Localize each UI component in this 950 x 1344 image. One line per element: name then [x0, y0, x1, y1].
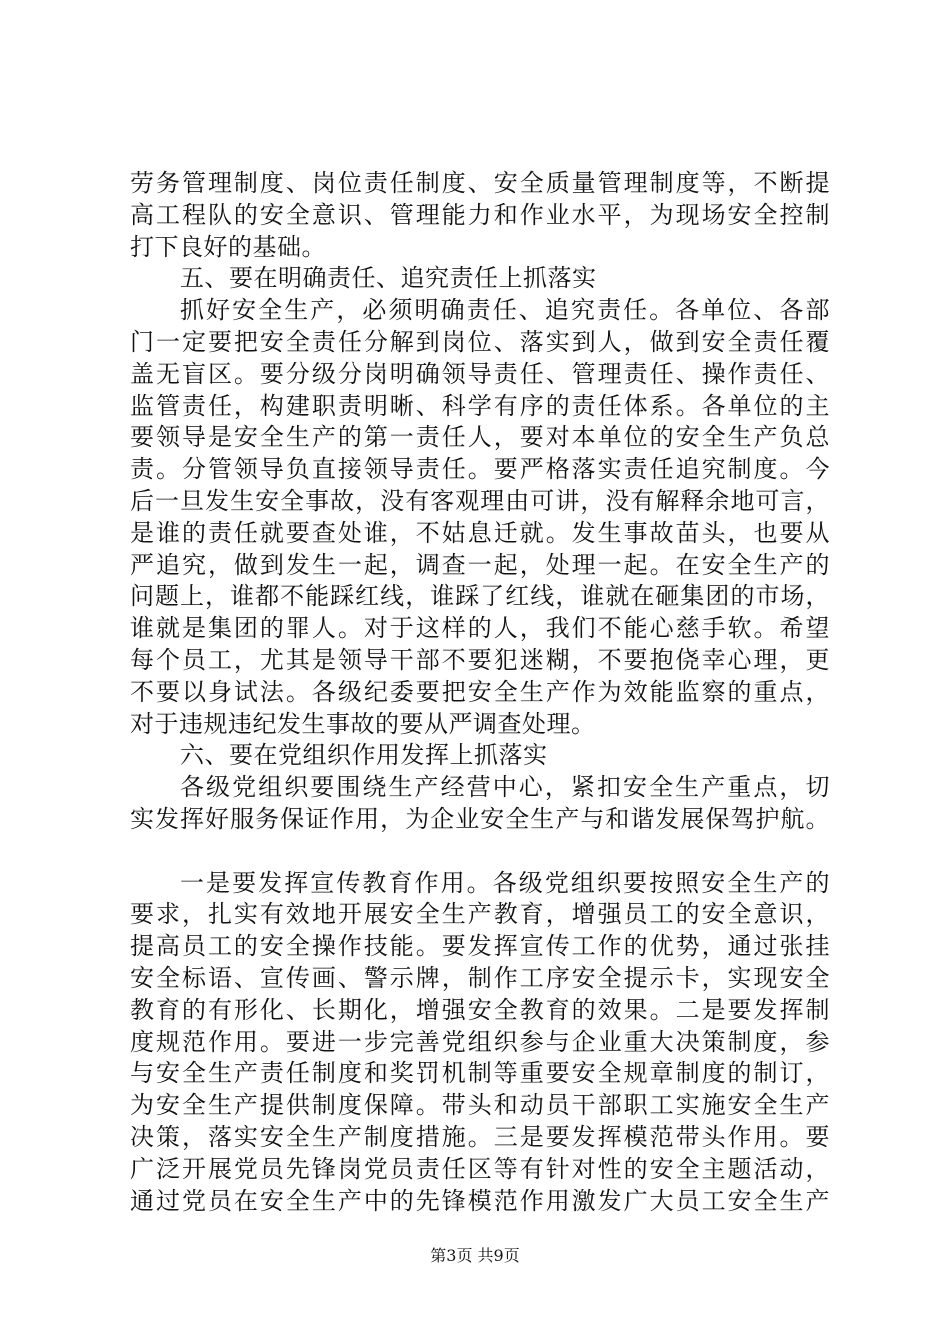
text-line: 与安全生产责任制度和奖罚机制等重要安全规章制度的制订， — [130, 1059, 830, 1088]
text-line: 是谁的责任就要查处谁，不姑息迁就。发生事故苗头，也要从 — [130, 518, 830, 547]
text-line: 通过党员在安全生产中的先锋模范作用激发广大员工安全生产 — [130, 1186, 830, 1215]
text-line: 每个员工，尤其是领导干部不要犯迷糊，不要抱侥幸心理，更 — [130, 645, 830, 674]
text-line: 度规范作用。要进一步完善党组织参与企业重大决策制度，参 — [130, 1027, 830, 1056]
text-line: 要求，扎实有效地开展安全生产教育，增强员工的安全意识， — [130, 900, 830, 929]
text-line: 对于违规违纪发生事故的要从严调查处理。 — [130, 709, 596, 738]
text-line: 问题上，谁都不能踩红线，谁踩了红线，谁就在砸集团的市场， — [130, 582, 830, 611]
text-line: 责。分管领导负直接领导责任。要严格落实责任追究制度。今 — [130, 455, 830, 484]
document-body — [130, 168, 830, 1217]
text-line: 教育的有形化、长期化，增强安全教育的效果。二是要发挥制 — [130, 995, 830, 1024]
text-line: 提高员工的安全操作技能。要发挥宣传工作的优势，通过张挂 — [130, 932, 830, 961]
section-heading: 五、要在明确责任、追究责任上抓落实 — [180, 264, 597, 293]
text-line: 谁就是集团的罪人。对于这样的人，我们不能心慈手软。希望 — [130, 614, 830, 643]
blank-line — [130, 836, 830, 868]
page-footer: 第3页 共9页 — [430, 1246, 520, 1265]
text-line: 劳务管理制度、岗位责任制度、安全质量管理制度等，不断提 — [130, 169, 830, 197]
text-line: 安全标语、宣传画、警示牌，制作工序安全提示卡，实现安全 — [130, 963, 830, 992]
text-line: 抓好安全生产，必须明确责任、追究责任。各单位、各部 — [180, 296, 830, 325]
text-line: 不要以身试法。各级纪委要把安全生产作为效能监察的重点， — [130, 677, 830, 706]
text-line: 实发挥好服务保证作用，为企业安全生产与和谐发展保驾护航。 — [130, 804, 830, 833]
section-heading: 六、要在党组织作用发挥上抓落实 — [180, 741, 548, 770]
text-line: 为安全生产提供制度保障。带头和动员干部职工实施安全生产 — [130, 1091, 830, 1120]
text-line: 要领导是安全生产的第一责任人，要对本单位的安全生产负总 — [130, 423, 830, 452]
text-line: 决策，落实安全生产制度措施。三是要发挥模范带头作用。要 — [130, 1122, 830, 1151]
text-line: 一是要发挥宣传教育作用。各级党组织要按照安全生产的 — [180, 868, 830, 897]
text-line: 严追究，做到发生一起，调查一起，处理一起。在安全生产的 — [130, 550, 830, 579]
text-line: 广泛开展党员先锋岗党员责任区等有针对性的安全主题活动， — [130, 1154, 830, 1183]
text-line: 后一旦发生安全事故，没有客观理由可讲，没有解释余地可言， — [130, 486, 830, 515]
text-line: 门一定要把安全责任分解到岗位、落实到人，做到安全责任覆 — [130, 327, 830, 356]
text-line: 监管责任，构建职责明晰、科学有序的责任体系。各单位的主 — [130, 391, 830, 420]
text-line: 各级党组织要围绕生产经营中心，紧扣安全生产重点，切 — [180, 773, 830, 802]
text-line: 盖无盲区。要分级分岗明确领导责任、管理责任、操作责任、 — [130, 359, 830, 388]
text-line: 高工程队的安全意识、管理能力和作业水平，为现场安全控制 — [130, 200, 830, 229]
text-line: 打下良好的基础。 — [130, 232, 326, 261]
